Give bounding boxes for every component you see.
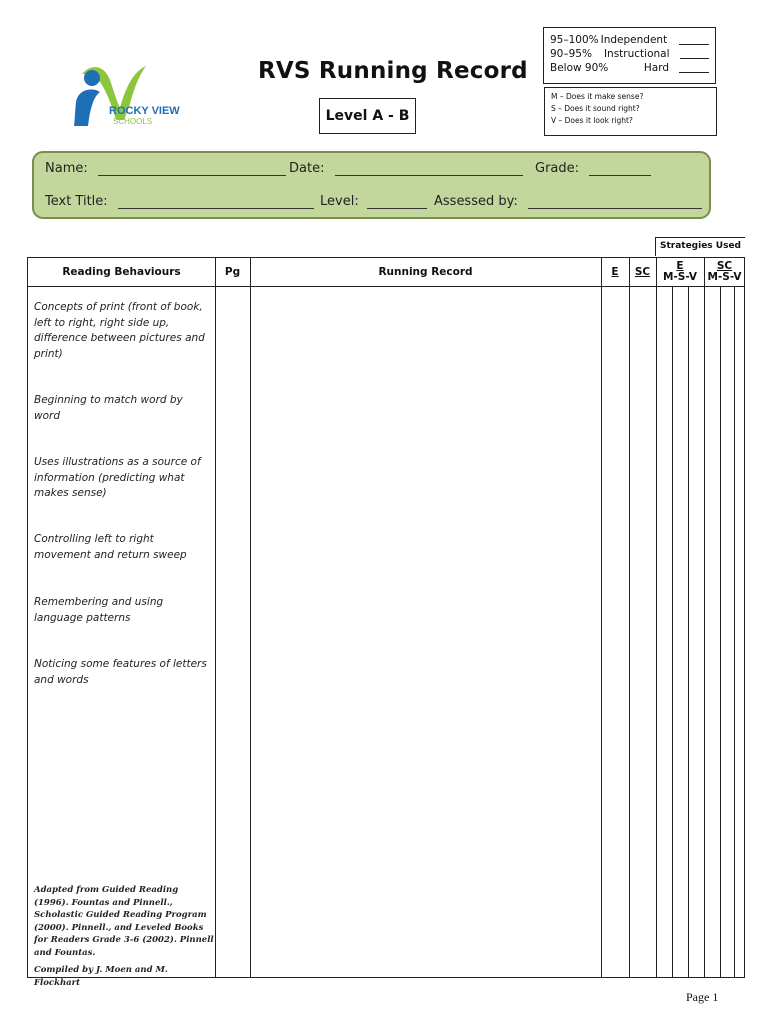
strategies-used-header: Strategies Used [655, 237, 745, 256]
rocky-view-schools-logo [60, 62, 185, 128]
behaviour-item: Remembering and using language patterns [34, 596, 164, 624]
assessed-by-line[interactable] [528, 195, 702, 209]
col-divider [629, 258, 630, 977]
assessed-by-label: Assessed by: [434, 194, 518, 209]
header-pg: Pg [224, 265, 241, 278]
scale-label: Hard [643, 62, 669, 74]
date-label: Date: [289, 161, 325, 176]
header-sc-msv-bottom: M-S-V [707, 271, 742, 283]
header-e-msv-top: E [676, 260, 684, 272]
cue-meaning: M – Does it make sense? [551, 92, 644, 101]
text-title-line[interactable] [118, 195, 314, 209]
date-line[interactable] [335, 162, 523, 176]
header-sc-msv-top: SC [716, 260, 733, 272]
scale-blank[interactable] [680, 47, 709, 59]
header-sc-msv [704, 258, 745, 286]
student-info-panel [32, 151, 711, 219]
level-box: Level A - B [319, 98, 416, 134]
grade-label: Grade: [535, 161, 580, 176]
scale-label: Instructional [603, 48, 670, 60]
logo-text-line1: ROCKY VIEW [109, 105, 180, 117]
running-record-table [27, 257, 745, 988]
behaviour-item: Concepts of print (front of book, left to right, right side up, difference between pictures and print) [34, 301, 205, 360]
grade-field[interactable] [535, 161, 651, 176]
col-divider [250, 258, 251, 977]
scale-range: Below 90% [550, 62, 609, 74]
level-label: Level: [320, 194, 359, 209]
accuracy-scale-box [543, 27, 716, 84]
scale-row-instructional [550, 47, 709, 61]
col-divider [215, 258, 216, 977]
text-title-label: Text Title: [45, 194, 108, 209]
col-divider [601, 258, 602, 977]
behaviour-item: Noticing some features of letters and words [34, 658, 207, 686]
behaviour-item: Uses illustrations as a source of information (predicting what makes sense) [34, 456, 201, 499]
header-reading-behaviours: Reading Behaviours [62, 265, 181, 278]
scale-blank[interactable] [679, 61, 709, 73]
scale-range: 90–95% [550, 48, 592, 60]
header-sc: SC [634, 265, 651, 278]
scale-blank[interactable] [679, 33, 709, 45]
text-title-field[interactable] [45, 194, 314, 209]
col-divider [704, 258, 705, 977]
header-divider [28, 286, 744, 287]
name-line[interactable] [98, 162, 286, 176]
scale-row-hard [550, 61, 709, 75]
scale-row-independent [550, 33, 709, 47]
assessed-by-field[interactable] [434, 194, 702, 209]
header-e: E [611, 265, 619, 278]
source-credit: Adapted from Guided Reading (1996). Fountas and Pinnell., Scholastic Guided Reading Program (2000). Pinnell., and Leveled Books for Readers Grade 3-6 (2002). Pinnell and Fountas. [34, 885, 214, 958]
msv-subdivider [720, 286, 721, 977]
header-e-msv [656, 258, 704, 286]
behaviour-item: Controlling left to right movement and return sweep [34, 533, 187, 561]
cueing-key-box [544, 87, 717, 136]
header-e-msv-bottom: M-S-V [662, 271, 698, 283]
grade-line[interactable] [589, 162, 651, 176]
scale-range: 95–100% [550, 34, 599, 46]
msv-subdivider [688, 286, 689, 977]
compiled-by: Compiled by J. Moen and M. Flockhart [34, 965, 168, 988]
logo-text-line2: SCHOOLS [113, 117, 153, 126]
msv-subdivider [672, 286, 673, 977]
date-field[interactable] [289, 161, 523, 176]
name-field[interactable] [45, 161, 286, 176]
msv-subdivider [734, 286, 735, 977]
page-title: RVS Running Record [258, 58, 528, 84]
cue-structure: S – Does it sound right? [551, 104, 640, 113]
logo-mark-icon [60, 62, 185, 128]
name-label: Name: [45, 161, 88, 176]
cue-visual: V – Does it look right? [551, 116, 633, 125]
scale-label: Independent [600, 34, 668, 46]
level-field[interactable] [320, 194, 427, 209]
col-divider [656, 258, 657, 977]
level-line[interactable] [367, 195, 427, 209]
page-number: Page 1 [686, 990, 719, 1004]
header-running-record: Running Record [378, 265, 473, 278]
behaviour-item: Beginning to match word by word [34, 394, 183, 422]
